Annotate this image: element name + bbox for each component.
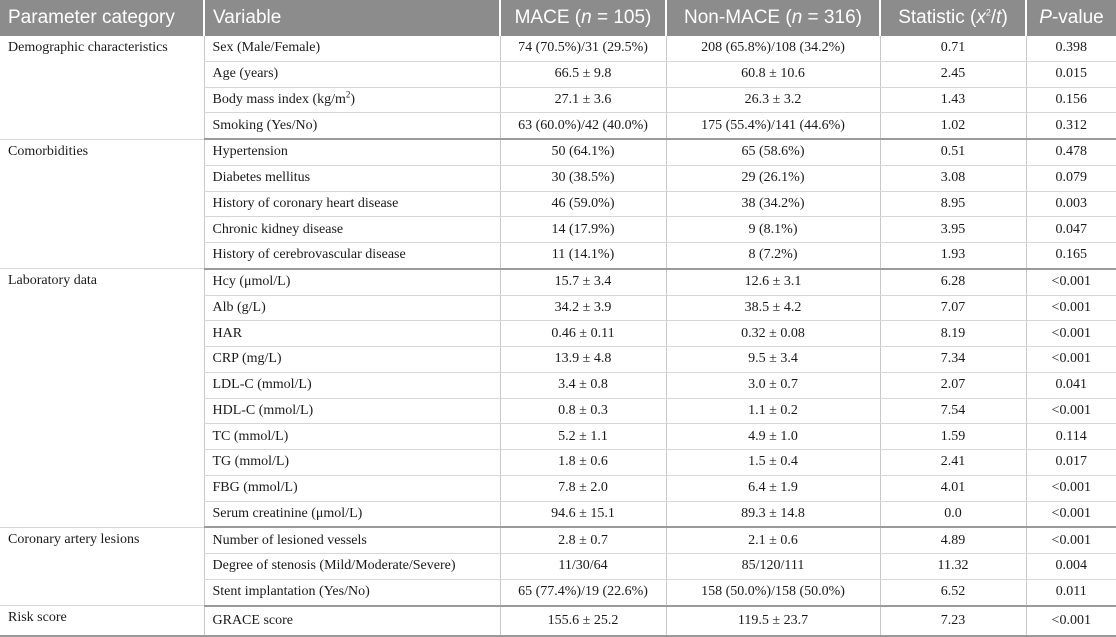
category-cell: Coronary artery lesions bbox=[0, 527, 204, 605]
mace-cell: 27.1 ± 3.6 bbox=[500, 87, 666, 113]
mace-cell: 50 (64.1%) bbox=[500, 139, 666, 165]
mace-cell: 66.5 ± 9.8 bbox=[500, 61, 666, 87]
variable-cell bbox=[204, 424, 500, 450]
mace-cell: 11 (14.1%) bbox=[500, 243, 666, 269]
variable-cell bbox=[204, 269, 500, 295]
header-p-rest: -value bbox=[1051, 7, 1104, 28]
variable-text: Number of lesioned vessels bbox=[212, 532, 367, 548]
header-p-italic: P bbox=[1039, 7, 1052, 28]
nonmace-cell: 4.9 ± 1.0 bbox=[666, 424, 880, 450]
table-body bbox=[0, 36, 1116, 636]
header-category: Parameter category bbox=[0, 0, 204, 36]
nonmace-cell: 9.5 ± 3.4 bbox=[666, 347, 880, 373]
nonmace-cell: 1.1 ± 0.2 bbox=[666, 398, 880, 424]
p-value-cell: 0.004 bbox=[1026, 554, 1116, 580]
variable-cell bbox=[204, 475, 500, 501]
variable-superscript: 2 bbox=[345, 89, 351, 100]
header-variable: Variable bbox=[204, 0, 500, 36]
table-row bbox=[0, 36, 1116, 61]
variable-text: Age (years) bbox=[212, 66, 279, 82]
header-nonmace-pre: Non-MACE ( bbox=[684, 7, 792, 28]
variable-cell bbox=[204, 36, 500, 61]
p-value-cell: 0.011 bbox=[1026, 579, 1116, 605]
p-value-cell: 0.079 bbox=[1026, 165, 1116, 191]
header-stat-sep: / bbox=[990, 7, 997, 28]
mace-cell: 63 (60.0%)/42 (40.0%) bbox=[500, 113, 666, 139]
variable-cell bbox=[204, 554, 500, 580]
variable-cell bbox=[204, 372, 500, 398]
nonmace-cell: 6.4 ± 1.9 bbox=[666, 475, 880, 501]
nonmace-cell: 119.5 ± 23.7 bbox=[666, 606, 880, 636]
variable-cell bbox=[204, 450, 500, 476]
p-value-cell: <0.001 bbox=[1026, 606, 1116, 636]
statistic-cell: 7.54 bbox=[880, 398, 1026, 424]
p-value-cell: <0.001 bbox=[1026, 295, 1116, 321]
variable-cell bbox=[204, 579, 500, 605]
variable-text: Hypertension bbox=[212, 144, 288, 160]
p-value-cell: <0.001 bbox=[1026, 501, 1116, 527]
p-value-cell: 0.156 bbox=[1026, 87, 1116, 113]
mace-cell: 14 (17.9%) bbox=[500, 217, 666, 243]
nonmace-cell: 175 (55.4%)/141 (44.6%) bbox=[666, 113, 880, 139]
mace-cell: 2.8 ± 0.7 bbox=[500, 527, 666, 553]
statistic-cell: 7.07 bbox=[880, 295, 1026, 321]
mace-cell: 11/30/64 bbox=[500, 554, 666, 580]
category-cell: Laboratory data bbox=[0, 269, 204, 528]
statistic-cell: 6.52 bbox=[880, 579, 1026, 605]
statistic-cell: 3.08 bbox=[880, 165, 1026, 191]
statistic-cell: 7.23 bbox=[880, 606, 1026, 636]
mace-cell: 5.2 ± 1.1 bbox=[500, 424, 666, 450]
nonmace-cell: 65 (58.6%) bbox=[666, 139, 880, 165]
table-row bbox=[0, 527, 1116, 553]
mace-cell: 34.2 ± 3.9 bbox=[500, 295, 666, 321]
variable-text-end: ) bbox=[350, 91, 356, 107]
header-mace-pre: MACE ( bbox=[514, 7, 582, 28]
variable-cell bbox=[204, 217, 500, 243]
mace-cell: 155.6 ± 25.2 bbox=[500, 606, 666, 636]
header-stat-pre: Statistic ( bbox=[898, 7, 977, 28]
variable-text: Chronic kidney disease bbox=[212, 221, 344, 237]
variable-cell bbox=[204, 398, 500, 424]
variable-text: Degree of stenosis (Mild/Moderate/Severe) bbox=[212, 558, 456, 574]
table-row bbox=[0, 606, 1116, 636]
header-stat-post: ) bbox=[1001, 7, 1008, 28]
variable-text: TC (mmol/L) bbox=[212, 428, 289, 444]
header-row bbox=[0, 0, 1116, 36]
p-value-cell: 0.041 bbox=[1026, 372, 1116, 398]
mace-cell: 1.8 ± 0.6 bbox=[500, 450, 666, 476]
variable-cell bbox=[204, 527, 500, 553]
variable-text: LDL-C (mmol/L) bbox=[212, 377, 312, 393]
p-value-cell: <0.001 bbox=[1026, 321, 1116, 347]
nonmace-cell: 26.3 ± 3.2 bbox=[666, 87, 880, 113]
mace-cell: 46 (59.0%) bbox=[500, 191, 666, 217]
variable-cell bbox=[204, 87, 500, 113]
variable-cell bbox=[204, 243, 500, 269]
statistic-cell: 1.93 bbox=[880, 243, 1026, 269]
variable-cell bbox=[204, 191, 500, 217]
mace-cell: 74 (70.5%)/31 (29.5%) bbox=[500, 36, 666, 61]
variable-text: HDL-C (mmol/L) bbox=[212, 402, 314, 418]
statistic-cell: 2.07 bbox=[880, 372, 1026, 398]
header-nonmace bbox=[666, 0, 880, 36]
variable-text: GRACE score bbox=[212, 612, 293, 628]
nonmace-cell: 0.32 ± 0.08 bbox=[666, 321, 880, 347]
variable-text: FBG (mmol/L) bbox=[212, 480, 298, 496]
nonmace-cell: 8 (7.2%) bbox=[666, 243, 880, 269]
variable-cell bbox=[204, 165, 500, 191]
nonmace-cell: 158 (50.0%)/158 (50.0%) bbox=[666, 579, 880, 605]
nonmace-cell: 85/120/111 bbox=[666, 554, 880, 580]
statistic-cell: 8.95 bbox=[880, 191, 1026, 217]
statistic-cell: 0.71 bbox=[880, 36, 1026, 61]
variable-text: TG (mmol/L) bbox=[212, 454, 290, 470]
header-stat-exp: 2 bbox=[985, 7, 991, 18]
p-value-cell: 0.478 bbox=[1026, 139, 1116, 165]
statistic-cell: 2.45 bbox=[880, 61, 1026, 87]
variable-text: CRP (mg/L) bbox=[212, 351, 282, 367]
variable-cell bbox=[204, 347, 500, 373]
header-mace-n: n bbox=[581, 7, 592, 28]
variable-cell bbox=[204, 606, 500, 636]
variable-text: Stent implantation (Yes/No) bbox=[212, 584, 370, 600]
nonmace-cell: 60.8 ± 10.6 bbox=[666, 61, 880, 87]
nonmace-cell: 9 (8.1%) bbox=[666, 217, 880, 243]
p-value-cell: 0.003 bbox=[1026, 191, 1116, 217]
statistic-cell: 0.51 bbox=[880, 139, 1026, 165]
nonmace-cell: 1.5 ± 0.4 bbox=[666, 450, 880, 476]
p-value-cell: 0.047 bbox=[1026, 217, 1116, 243]
variable-text: Sex (Male/Female) bbox=[212, 40, 321, 56]
header-stat-t: t bbox=[996, 7, 1002, 28]
statistic-cell: 3.95 bbox=[880, 217, 1026, 243]
statistic-cell: 1.59 bbox=[880, 424, 1026, 450]
nonmace-cell: 208 (65.8%)/108 (34.2%) bbox=[666, 36, 880, 61]
p-value-cell: <0.001 bbox=[1026, 398, 1116, 424]
nonmace-cell: 38.5 ± 4.2 bbox=[666, 295, 880, 321]
category-cell: Risk score bbox=[0, 606, 204, 636]
nonmace-cell: 38 (34.2%) bbox=[666, 191, 880, 217]
mace-cell: 30 (38.5%) bbox=[500, 165, 666, 191]
mace-cell: 7.8 ± 2.0 bbox=[500, 475, 666, 501]
variable-cell bbox=[204, 139, 500, 165]
mace-cell: 0.8 ± 0.3 bbox=[500, 398, 666, 424]
statistic-cell: 1.43 bbox=[880, 87, 1026, 113]
variable-text: Body mass index (kg/m bbox=[212, 91, 346, 107]
p-value-cell: 0.015 bbox=[1026, 61, 1116, 87]
p-value-cell: 0.312 bbox=[1026, 113, 1116, 139]
p-value-cell: 0.165 bbox=[1026, 243, 1116, 269]
variable-text: HAR bbox=[212, 325, 243, 341]
statistic-cell: 11.32 bbox=[880, 554, 1026, 580]
variable-cell bbox=[204, 295, 500, 321]
statistic-cell: 2.41 bbox=[880, 450, 1026, 476]
header-stat-x: x bbox=[976, 7, 986, 28]
nonmace-cell: 89.3 ± 14.8 bbox=[666, 501, 880, 527]
mace-cell: 15.7 ± 3.4 bbox=[500, 269, 666, 295]
nonmace-cell: 12.6 ± 3.1 bbox=[666, 269, 880, 295]
category-cell: Demographic characteristics bbox=[0, 36, 204, 139]
statistic-cell: 1.02 bbox=[880, 113, 1026, 139]
header-nonmace-n: n bbox=[791, 7, 803, 28]
header-mace bbox=[500, 0, 666, 36]
statistic-cell: 4.01 bbox=[880, 475, 1026, 501]
mace-cell: 94.6 ± 15.1 bbox=[500, 501, 666, 527]
category-cell: Comorbidities bbox=[0, 139, 204, 269]
p-value-cell: <0.001 bbox=[1026, 475, 1116, 501]
variable-cell bbox=[204, 61, 500, 87]
p-value-cell: <0.001 bbox=[1026, 269, 1116, 295]
statistic-cell: 0.0 bbox=[880, 501, 1026, 527]
variable-cell bbox=[204, 113, 500, 139]
p-value-cell: <0.001 bbox=[1026, 347, 1116, 373]
statistic-cell: 8.19 bbox=[880, 321, 1026, 347]
variable-cell bbox=[204, 321, 500, 347]
header-p-value bbox=[1026, 0, 1116, 36]
mace-cell: 0.46 ± 0.11 bbox=[500, 321, 666, 347]
statistic-cell: 7.34 bbox=[880, 347, 1026, 373]
header-nonmace-post: = 316) bbox=[802, 7, 862, 28]
p-value-cell: 0.114 bbox=[1026, 424, 1116, 450]
variable-text: History of coronary heart disease bbox=[212, 195, 399, 211]
header-statistic bbox=[880, 0, 1026, 36]
p-value-cell: 0.398 bbox=[1026, 36, 1116, 61]
table-row bbox=[0, 139, 1116, 165]
nonmace-cell: 29 (26.1%) bbox=[666, 165, 880, 191]
variable-text: Diabetes mellitus bbox=[212, 170, 311, 186]
variable-text: Hcy (μmol/L) bbox=[212, 274, 291, 290]
variable-text: History of cerebrovascular disease bbox=[212, 247, 406, 263]
mace-cell: 3.4 ± 0.8 bbox=[500, 372, 666, 398]
nonmace-cell: 3.0 ± 0.7 bbox=[666, 372, 880, 398]
statistic-cell: 4.89 bbox=[880, 527, 1026, 553]
p-value-cell: <0.001 bbox=[1026, 527, 1116, 553]
variable-text: Smoking (Yes/No) bbox=[212, 117, 318, 133]
variable-text: Alb (g/L) bbox=[212, 299, 266, 315]
nonmace-cell: 2.1 ± 0.6 bbox=[666, 527, 880, 553]
p-value-cell: 0.017 bbox=[1026, 450, 1116, 476]
table-row bbox=[0, 269, 1116, 295]
statistic-cell: 6.28 bbox=[880, 269, 1026, 295]
header-mace-post: = 105) bbox=[591, 7, 652, 28]
variable-text: Serum creatinine (μmol/L) bbox=[212, 505, 363, 521]
mace-cell: 65 (77.4%)/19 (22.6%) bbox=[500, 579, 666, 605]
mace-cell: 13.9 ± 4.8 bbox=[500, 347, 666, 373]
variable-cell bbox=[204, 501, 500, 527]
table-header bbox=[0, 0, 1116, 36]
